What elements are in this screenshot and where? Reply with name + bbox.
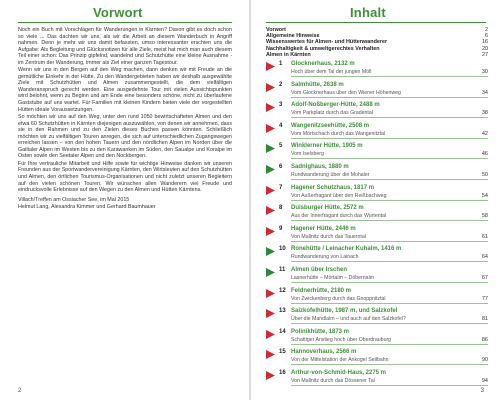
tour-divider: [291, 385, 488, 386]
tour-title: Winklerner Hütte, 1905 m: [291, 143, 363, 150]
flag-marker-icon: [266, 103, 275, 112]
tour-page: 64: [481, 254, 488, 261]
vorwort-heading: Vorwort: [93, 5, 143, 20]
tour-page: 81: [481, 316, 488, 323]
page-number-left: 2: [18, 388, 22, 394]
tour-title: Salzkofelhütte, 1987 m, und Salzkofel: [291, 308, 398, 315]
toc-page: 16: [482, 39, 488, 46]
tour-number: 9: [279, 225, 283, 232]
vorwort-body: [18, 27, 232, 212]
tour-number: 11: [279, 267, 286, 273]
tour-title: Almen über Irschen: [291, 267, 348, 273]
tour-page: 30: [481, 69, 488, 75]
tour-page: 46: [481, 151, 488, 158]
paragraph: Für Ihre vertrauliche Mitarbeit und Hilfe sowie für wichtige Hinweise danken wir unseren Freunden aus der Sportwandervereinigung Kärnten, den Wirtsleuten auf den Schutzhütten und Almen, den örtlichen Tourismus-Organisationen und nicht zuletzt unseren Begleitern auf den vielen schönen Touren. Wir wünschen allen Wanderern viel Freude und eindrucksvolle Erlebnisse auf den Wegen zu den Almen und Hütten Kärntens.: [18, 160, 232, 194]
tour-title: Wangenitzseehütte, 2508 m: [291, 122, 370, 129]
tour-title: Duisburger Hütte, 2572 m: [291, 205, 364, 212]
tour-title: Glocknerhaus, 2132 m: [291, 61, 355, 67]
toc-page: 2: [485, 27, 488, 33]
inhalt-heading: Inhalt: [350, 5, 386, 20]
tour-page: 77: [481, 295, 488, 302]
tour-page: 67: [481, 275, 488, 281]
tour-page: 34: [481, 89, 488, 96]
tour-subtitle: Von der Mittelstation der Ankogel Seilbahn: [291, 357, 389, 364]
toc-page: 6: [485, 33, 488, 40]
tour-page: 50: [481, 172, 488, 178]
flag-marker-icon: [266, 309, 275, 318]
tour-divider: [291, 323, 488, 324]
signature-authors: Helmut Lang, Alexandra Kimmer und Gerhard Baumhauer: [18, 204, 156, 211]
tour-title: Salmhütte, 2638 m: [291, 81, 344, 88]
flag-marker-icon: [266, 268, 275, 277]
flag-marker-icon: [266, 227, 275, 236]
tour-divider: [291, 179, 488, 180]
tour-divider: [291, 344, 488, 345]
paragraph: Wenn wir uns in den Bergen auf den Weg machen, dann denken wir mit Freude an die gemütliche Einkehr in der Hütte. Zu den Wandergebieten haben wir deshalb ausgewählte Ziele mit Schutzhütten und Almen zusammengestellt, die dem vielfältigen Wanderanspruch gerecht werden. Eine ausgedehnte Tour mit vielen Aussichtspunkten wird belohnt, wenn zu Beginn und am Ende eine besonders schöne, nicht zu überlaufene Gaststube auf uns wartet. Für Familien mit kleinen Kindern bieten viele der vorgestellten Hütten ideale Voraussetzungen.: [18, 67, 232, 113]
tour-number: 14: [279, 328, 286, 335]
flag-marker-icon: [266, 350, 275, 359]
heading-rule: [18, 22, 232, 23]
flag-marker-icon: [266, 165, 275, 174]
paragraph: Noch ein Buch mit Vorschlägen für Wanderungen in Kärnten? Davon gibt es doch schon so viele ... Das dachten wir uns, als wir die Arbeit an diesem Wanderbuch in Angriff nahmen. Denn je mehr wir uns damit befassten, umso interessanter erschien uns die Aufgabe: Als Begleitung und Glücksnotizen für alle Ziele, meist hat mich man auch diesem Teil einer schon: Das Prinzip gipfelnd, wandelnd und Schutzhütte eine kleine Ausnahme - im Zentrum der Wanderung, immer als Ziel einer ganzen Tagestour.: [18, 27, 232, 66]
tour-title: Arthur-von-Schmid-Haus, 2275 m: [291, 370, 387, 376]
signature-place-date: Villach/Treffen am Ossiacher See, im Mai 2015: [18, 196, 130, 203]
toc-page: 20: [482, 45, 488, 52]
toc-label: Vorwort: [266, 27, 286, 33]
toc-label: Nachhaltigkeit & umweltgerechtes Verhalten: [266, 45, 380, 52]
tour-number: 12: [279, 287, 286, 294]
page-number-right: 3: [480, 388, 484, 394]
tour-title: Sadnighaus, 1880 m: [291, 164, 349, 170]
toc-front-matter: [266, 27, 488, 58]
tour-page: 94: [481, 378, 488, 384]
tour-divider: [291, 76, 488, 77]
tour-number: 16: [279, 370, 286, 376]
tour-title: Hannoverhaus, 2566 m: [291, 349, 357, 356]
tour-page: 38: [481, 110, 488, 117]
flag-marker-icon: [266, 330, 275, 339]
tour-subtitle: Hoch über dem Tal der jungen Möll: [291, 69, 372, 75]
toc-label: Almen in Kärnten: [266, 51, 311, 58]
tour-subtitle: Schattiger Anstieg hoch über Oberdrauburg: [291, 336, 392, 343]
tour-number: 5: [279, 143, 283, 150]
tour-title: Adolf-Noßberger-Hütte, 2488 m: [291, 102, 380, 109]
tour-subtitle: Von Mallnitz durch das Tauerntal: [291, 233, 366, 240]
tour-divider: [291, 241, 488, 242]
tour-number: 2: [279, 81, 283, 88]
tour-subtitle: Lasnerhütte – Mörtalm – Döbernalm: [291, 275, 375, 281]
tour-divider: [291, 220, 488, 221]
tour-subtitle: Von Zwickenberg durch das Gnoppnitztal: [291, 295, 386, 302]
tour-page: 54: [481, 192, 488, 199]
toc-row[interactable]: [266, 52, 488, 58]
tour-subtitle: Vom Parkplatz durch das Gradental: [291, 110, 373, 117]
flag-marker-icon: [266, 186, 275, 195]
tour-subtitle: Vom Mörtschach durch das Wangenitztal: [291, 130, 386, 137]
tour-number: 4: [279, 122, 283, 129]
tour-page: 58: [481, 213, 488, 220]
tour-divider: [291, 282, 488, 283]
paragraph: So möchten wir uns auf den Weg, unter den rund 1050 bewirtschafteten Almen und den etwa 60 Schutzhütten in Kärnten diejenigen auszuwählen, von denen wir annehmen, dass sie in den Rahmen und zu den Zielen dieses Buches passen könnten. Schließlich möchten wir zu vielfältigen Touren anregen, die sich auf unterschiedlichen Zugangswegen erreichen lassen – von den hohen Tauern und den nördlichen Alpen im Norden über die Gailtaler Alpen im Westen bis zu den Karawanken im Süden, den Saualpe und Koralpe im Osten sowie den Seetaler Alpen und den Nockbergen.: [18, 114, 232, 160]
tour-divider: [291, 138, 488, 139]
tour-subtitle: Rundwanderung über die Mohaler: [291, 172, 370, 178]
tour-divider: [291, 117, 488, 118]
flag-marker-icon: [266, 247, 275, 256]
tour-title: Hagener Schutzhaus, 1817 m: [291, 184, 375, 191]
flag-marker-icon: [266, 124, 275, 133]
flag-marker-icon: [266, 144, 275, 153]
tour-number: 3: [279, 102, 283, 109]
tour-title: Feldnerhütte, 2180 m: [291, 287, 352, 294]
tour-subtitle: Von Außerfragant über den Reißbachweg: [291, 192, 387, 199]
heading-rule: [266, 22, 486, 23]
tour-divider: [291, 158, 488, 159]
toc-label: Wissenswertes für Almen- und Hüttenwanderer: [266, 39, 388, 46]
tour-divider: [291, 200, 488, 201]
toc-label: Allgemeine Hinweise: [266, 33, 320, 40]
tour-number: 7: [279, 184, 283, 191]
tour-title: Hagener Hütte, 2446 m: [291, 225, 356, 232]
tour-entry[interactable]: [266, 370, 488, 396]
tour-subtitle: Von Mallnitz durch das Dössener Tal: [291, 378, 375, 384]
flag-marker-icon: [266, 206, 275, 215]
tour-page: 86: [481, 336, 488, 343]
toc-page: 27: [482, 51, 488, 58]
tour-divider: [291, 364, 488, 365]
tour-number: 8: [279, 205, 283, 212]
flag-marker-icon: [266, 371, 275, 380]
tour-page: 42: [481, 130, 488, 137]
tour-title: Polinikhütte, 1873 m: [291, 328, 350, 335]
tour-page: 90: [481, 357, 488, 364]
tour-number: 13: [279, 308, 286, 315]
tour-subtitle: Aus der Innerfragant durch das Wurtental: [291, 213, 387, 220]
tour-divider: [291, 261, 488, 262]
tour-divider: [291, 97, 488, 98]
tour-subtitle: Vom Glocknerhaus über den Wiener Höhenweg: [291, 89, 401, 96]
tour-number: 6: [279, 164, 283, 170]
tour-page: 61: [481, 233, 488, 240]
tour-subtitle: Rundwanderung von Lainach: [291, 254, 359, 261]
right-page: [250, 0, 500, 400]
tour-number: 15: [279, 349, 286, 356]
tour-subtitle: Vom Iselsberg: [291, 151, 324, 158]
flag-marker-icon: [266, 83, 275, 92]
tour-number: 1: [279, 61, 283, 67]
tour-number: 10: [279, 246, 286, 253]
flag-marker-icon: [266, 289, 275, 298]
tour-divider: [291, 303, 488, 304]
tour-title: Ronehütte / Leinacher Kuhalm, 1416 m: [291, 246, 402, 253]
tour-subtitle: Über die Mandlalm – und auch auf den Salzkofel?: [291, 316, 406, 323]
flag-marker-icon: [266, 62, 275, 71]
